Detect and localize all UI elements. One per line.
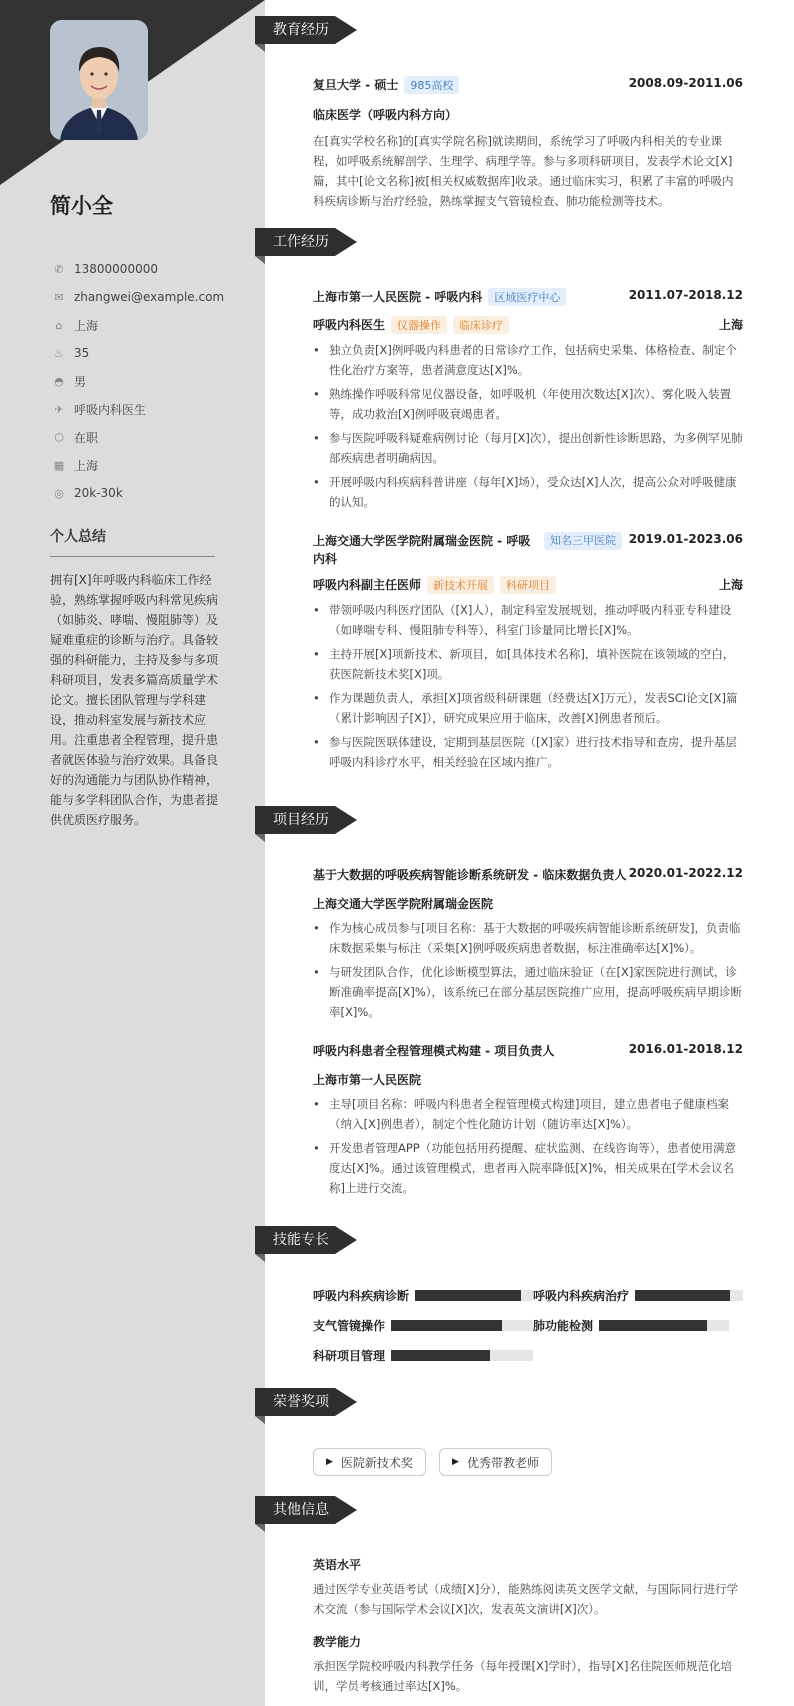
- education-block: [313, 76, 743, 211]
- section-arrow: [335, 228, 357, 256]
- age-icon: ♨: [54, 346, 64, 360]
- section-project-title: 项目经历: [255, 806, 335, 834]
- work-role-name: 呼吸内科副主任医师: [313, 578, 422, 592]
- section-fold: [255, 1254, 265, 1262]
- contact-email: [50, 283, 250, 311]
- list-item: • 主导[项目名称：呼吸内科患者全程管理模式构建]项目，建立患者电子健康档案（纳入[X]例患者），制定个性化随访计划（随访率达[X]%）。: [313, 1094, 743, 1134]
- skill-name: 呼吸内科疾病诊断: [313, 1288, 410, 1303]
- education-major: 临床医学（呼吸内科方向）: [313, 108, 458, 122]
- section-arrow: [335, 1388, 357, 1416]
- skill-name: 肺功能检测: [533, 1318, 594, 1333]
- list-item: • 主持开展[X]项新技术、新项目，如[具体技术名称]，填补医院在该领域的空白，获医院新技术奖[X]项。: [313, 644, 743, 684]
- section-arrow: [335, 1496, 357, 1524]
- candidate-name: 简小全: [50, 194, 113, 218]
- section-arrow: [335, 1226, 357, 1254]
- gender-icon: ◓: [54, 374, 64, 388]
- contact-location: [50, 311, 250, 339]
- work-role-name: 呼吸内科医生: [313, 318, 386, 332]
- play-icon: ▶: [452, 1457, 459, 1467]
- section-arrow: [335, 806, 357, 834]
- project-org: 上海市第一人民医院: [313, 1073, 422, 1087]
- skill-bar-fill: [391, 1350, 490, 1361]
- other-item-title: 英语水平: [313, 1558, 362, 1572]
- skill-item: [313, 1286, 533, 1304]
- avatar: [50, 20, 148, 140]
- section-other: [255, 1496, 357, 1524]
- work-role: [313, 576, 556, 594]
- work-role: [313, 316, 509, 334]
- skill-bar-fill: [635, 1290, 730, 1301]
- section-fold: [255, 44, 265, 52]
- work-org-tag: 知名三甲医院: [544, 532, 622, 550]
- education-date: 2008.09-2011.06: [628, 76, 743, 90]
- skill-item: [533, 1316, 743, 1334]
- awards-list: [313, 1448, 743, 1476]
- skill-bar-fill: [599, 1320, 707, 1331]
- position-value: 呼吸内科医生: [74, 402, 147, 417]
- status-icon: ⬡: [54, 430, 64, 444]
- email-value: zhangwei@example.com: [74, 290, 225, 304]
- status-value: 在职: [74, 430, 99, 445]
- work-org-name: 上海市第一人民医院 - 呼吸内科: [313, 290, 483, 304]
- work-item: [313, 288, 743, 516]
- contact-phone: [50, 255, 250, 283]
- project-item: [313, 1042, 743, 1202]
- city-value: 上海: [74, 458, 99, 473]
- list-item: • 作为课题负责人，承担[X]项省级科研课题（经费达[X]万元），发表SCI论文[X]篇（累计影响因子[X]），研究成果应用于临床，改善[X]例患者预后。: [313, 688, 743, 728]
- education-school-name: 复旦大学 - 硕士: [313, 78, 399, 92]
- work-org: [313, 532, 622, 568]
- contact-gender: [50, 367, 250, 395]
- city-icon: ▦: [53, 458, 65, 472]
- email-icon: ✉: [54, 290, 64, 304]
- work-org-tag: 区域医疗中心: [488, 288, 566, 306]
- section-work-title: 工作经历: [255, 228, 335, 256]
- position-icon: ✈: [54, 402, 64, 416]
- list-item: • 熟练操作呼吸科常见仪器设备，如呼吸机（年使用次数达[X]次）、雾化吸入装置等，成功救治[X]例呼吸衰竭患者。: [313, 384, 743, 424]
- section-fold: [255, 256, 265, 264]
- contact-list: [50, 255, 250, 507]
- project-item: [313, 866, 743, 1026]
- section-awards-title: 荣誉奖项: [255, 1388, 335, 1416]
- section-fold: [255, 834, 265, 842]
- work-org-name: 上海交通大学医学院附属瑞金医院 - 呼吸内科: [313, 534, 531, 566]
- education-school: [313, 76, 459, 94]
- work-role-tag: 新技术开展: [427, 576, 494, 594]
- list-item: • 独立负责[X]例呼吸内科患者的日常诊疗工作，包括病史采集、体格检查、制定个性化治疗方案等，患者满意度达[X]%。: [313, 340, 743, 380]
- contact-age: [50, 339, 250, 367]
- skill-bar: [415, 1290, 533, 1301]
- work-date: 2011.07-2018.12: [628, 288, 743, 302]
- list-item: • 开展呼吸内科疾病科普讲座（每年[X]场），受众达[X]人次，提高公众对呼吸健康的认知。: [313, 472, 743, 512]
- award-badge: [439, 1448, 552, 1476]
- work-date: 2019.01-2023.06: [628, 532, 743, 546]
- work-city: 上海: [718, 318, 743, 332]
- work-bullets: [313, 340, 743, 512]
- work-org: [313, 288, 566, 306]
- work-item: [313, 532, 743, 776]
- education-tag: 985高校: [404, 76, 459, 94]
- project-title: 基于大数据的呼吸疾病智能诊断系统研发 - 临床数据负责人: [313, 868, 627, 882]
- project-bullets: [313, 918, 743, 1022]
- salary-value: 20k-30k: [74, 486, 123, 500]
- other-info: [313, 1556, 743, 1696]
- gender-value: 男: [74, 374, 87, 389]
- section-other-title: 其他信息: [255, 1496, 335, 1524]
- skill-bar: [391, 1350, 533, 1361]
- work-city: 上海: [718, 578, 743, 592]
- other-item-text: 通过医学专业英语考试（成绩[X]分），能熟练阅读英文医学文献，与国际同行进行学术交流（参与国际学术会议[X]次，发表英文演讲[X]次）。: [313, 1582, 739, 1616]
- skill-name: 支气管镜操作: [313, 1318, 386, 1333]
- skill-name: 科研项目管理: [313, 1348, 386, 1363]
- other-item-title: 教学能力: [313, 1635, 362, 1649]
- education-desc: 在[真实学校名称]的[真实学院名称]就读期间，系统学习了呼吸内科相关的专业课程，如呼吸系统解剖学、生理学、病理学等。参与多项科研项目，发表学术论文[X]篇，其中[论文名称]被[相关权威数据库]收录。通过临床实习，积累了丰富的呼吸内科疾病诊断与治疗经验，熟练掌握支气管镜检查、肺功能检测等技术。: [313, 134, 734, 208]
- section-education: [255, 16, 357, 44]
- section-skills: [255, 1226, 357, 1254]
- list-item: • 开发患者管理APP（功能包括用药提醒、症状监测、在线咨询等），患者使用满意度达[X]%。通过该管理模式，患者再入院率降低[X]%，相关成果在[学术会议名称]上进行交流。: [313, 1138, 743, 1198]
- skill-item: [533, 1286, 743, 1304]
- project-date: 2016.01-2018.12: [628, 1042, 743, 1056]
- sidebar: [0, 0, 265, 1706]
- contact-salary: [50, 479, 250, 507]
- list-item: • 作为核心成员参与[项目名称：基于大数据的呼吸疾病智能诊断系统研发]，负责临床数据采集与标注（采集[X]例呼吸疾病患者数据，标注准确率达[X]%）。: [313, 918, 743, 958]
- section-project: [255, 806, 357, 834]
- work-role-tag: 临床诊疗: [453, 316, 509, 334]
- summary-text: 拥有[X]年呼吸内科临床工作经验，熟练掌握呼吸内科常见疾病（如肺炎、哮喘、慢阻肺等）及疑难重症的诊断与治疗。具备较强的科研能力，主持及参与多项科研项目，发表多篇高质量学术论文。擅长团队管理与学科建设，推动科室发展与新技术应用。注重患者全程管理，提升患者就医体验与治疗效果。具备良好的沟通能力与团队协作精神，能与多学科团队合作，为患者提供优质医疗服务。: [50, 573, 219, 827]
- list-item: • 参与医院医联体建设，定期到基层医院（[X]家）进行技术指导和查房，提升基层呼吸内科诊疗水平，相关经验在区域内推广。: [313, 732, 743, 772]
- skill-bar: [635, 1290, 743, 1301]
- avatar-portrait-icon: [50, 20, 148, 140]
- award-label: 优秀带教老师: [466, 1455, 539, 1470]
- skill-name: 呼吸内科疾病治疗: [533, 1288, 630, 1303]
- salary-icon: ◎: [54, 486, 64, 500]
- location-value: 上海: [74, 318, 99, 333]
- section-fold: [255, 1416, 265, 1424]
- skill-bar-fill: [415, 1290, 521, 1301]
- section-education-title: 教育经历: [255, 16, 335, 44]
- section-work: [255, 228, 357, 256]
- award-badge: [313, 1448, 426, 1476]
- contact-status: [50, 423, 250, 451]
- award-label: 医院新技术奖: [340, 1455, 413, 1470]
- skill-bar-fill: [391, 1320, 502, 1331]
- section-skills-title: 技能专长: [255, 1226, 335, 1254]
- work-bullets: [313, 600, 743, 772]
- other-item-text: 承担医学院校呼吸内科教学任务（每年授课[X]学时），指导[X]名住院医师规范化培训，学员考核通过率达[X]%。: [313, 1659, 732, 1693]
- section-fold: [255, 1524, 265, 1532]
- skill-bar: [391, 1320, 533, 1331]
- play-icon: ▶: [326, 1457, 333, 1467]
- home-icon: ⌂: [55, 318, 63, 332]
- contact-city: [50, 451, 250, 479]
- section-arrow: [335, 16, 357, 44]
- skill-item: [313, 1316, 533, 1334]
- skill-bar: [599, 1320, 729, 1331]
- project-title: 呼吸内科患者全程管理模式构建 - 项目负责人: [313, 1044, 555, 1058]
- project-date: 2020.01-2022.12: [628, 866, 743, 880]
- skill-item: [313, 1346, 533, 1364]
- phone-value: 13800000000: [74, 262, 158, 276]
- summary-title: 个人总结: [50, 526, 215, 557]
- work-role-tag: 科研项目: [500, 576, 556, 594]
- skills-grid: [313, 1286, 743, 1364]
- list-item: • 与研发团队合作，优化诊断模型算法，通过临床验证（在[X]家医院进行测试，诊断准确率提高[X]%），该系统已在部分基层医院推广应用，提高呼吸疾病早期诊断率[X]%。: [313, 962, 743, 1022]
- list-item: • 带领呼吸内科医疗团队（[X]人），制定科室发展规划，推动呼吸内科亚专科建设（如哮喘专科、慢阻肺专科等），科室门诊量同比增长[X]%。: [313, 600, 743, 640]
- section-awards: [255, 1388, 357, 1416]
- phone-icon: ✆: [54, 262, 64, 276]
- list-item: • 参与医院呼吸科疑难病例讨论（每月[X]次），提出创新性诊断思路，为多例罕见肺部疾病患者明确病因。: [313, 428, 743, 468]
- project-bullets: [313, 1094, 743, 1198]
- work-role-tag: 仪器操作: [391, 316, 447, 334]
- age-value: 35: [74, 346, 90, 360]
- contact-position: [50, 395, 250, 423]
- project-org: 上海交通大学医学院附属瑞金医院: [313, 897, 494, 911]
